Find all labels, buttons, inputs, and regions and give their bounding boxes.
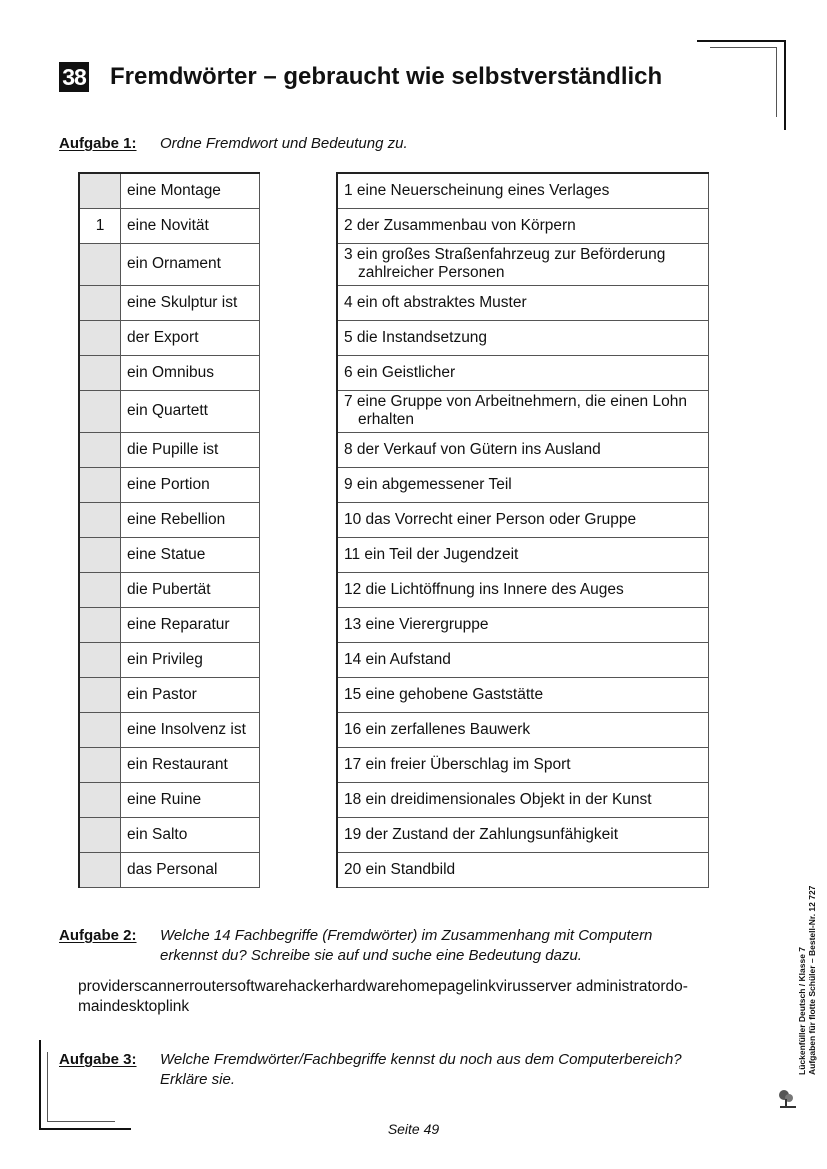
answer-number-cell[interactable] <box>79 677 121 712</box>
definition-text: 15 eine gehobene Gaststätte <box>344 685 544 703</box>
definition-cell <box>337 208 709 243</box>
word-cell: der Export <box>121 320 260 355</box>
word-cell: eine Skulptur ist <box>121 285 260 320</box>
answer-number-cell[interactable] <box>79 467 121 502</box>
answer-number-cell[interactable] <box>79 432 121 467</box>
word-cell: ein Ornament <box>121 243 260 285</box>
corner-line-bottom-inner-v <box>47 1052 48 1122</box>
definition-text: 19 der Zustand der Zahlungsunfähigkeit <box>344 825 619 843</box>
definition-cell <box>337 607 709 642</box>
definition-row <box>337 320 709 355</box>
definition-cell <box>337 243 709 285</box>
task2-label: Aufgabe 2: <box>59 927 137 944</box>
sidebar-line2: Aufgaben für flotte Schüler – Bestell-Nr. 12 727 <box>807 885 817 1075</box>
word-cell: die Pupille ist <box>121 432 260 467</box>
letter-chain-line2: maindesktoplink <box>78 998 190 1015</box>
definition-cell <box>337 173 709 208</box>
word-cell: die Pubertät <box>121 572 260 607</box>
answer-number-cell[interactable] <box>79 572 121 607</box>
task3-label: Aufgabe 3: <box>59 1051 137 1068</box>
corner-line-top-inner-v <box>776 47 777 117</box>
letter-chain <box>78 977 718 1017</box>
answer-number-cell[interactable] <box>79 852 121 887</box>
definitions-table <box>336 172 709 888</box>
word-row <box>79 817 260 852</box>
definition-text: 1 eine Neuerscheinung eines Verlages <box>344 181 610 199</box>
definition-text: 3 ein großes Straßenfahrzeug zur Beförderung <box>344 246 666 263</box>
definition-row <box>337 285 709 320</box>
task3-text-line2: Erkläre sie. <box>160 1071 236 1088</box>
definition-row <box>337 817 709 852</box>
definition-cell <box>337 355 709 390</box>
definition-row <box>337 432 709 467</box>
definition-text-continued: zahlreicher Personen <box>358 264 505 281</box>
definition-cell <box>337 320 709 355</box>
answer-number-cell[interactable] <box>79 712 121 747</box>
definition-text: 18 ein dreidimensionales Objekt in der Kunst <box>344 790 652 808</box>
word-cell: eine Reparatur <box>121 607 260 642</box>
word-row <box>79 355 260 390</box>
word-cell: ein Quartett <box>121 390 260 432</box>
definition-text: 8 der Verkauf von Gütern ins Ausland <box>344 440 601 458</box>
definition-row <box>337 782 709 817</box>
word-row <box>79 243 260 285</box>
answer-number-cell[interactable] <box>79 502 121 537</box>
definition-row <box>337 502 709 537</box>
task2-text <box>160 926 652 966</box>
word-cell: das Personal <box>121 852 260 887</box>
task1-text: Ordne Fremdwort und Bedeutung zu. <box>160 135 408 152</box>
definition-row <box>337 677 709 712</box>
word-row <box>79 572 260 607</box>
answer-number-cell[interactable] <box>79 243 121 285</box>
task2-text-line2: erkennst du? Schreibe sie auf und suche eine Bedeutung dazu. <box>160 947 582 964</box>
answer-number-cell[interactable] <box>79 747 121 782</box>
word-row <box>79 208 260 243</box>
publisher-logo-icon <box>777 1087 799 1109</box>
definition-cell <box>337 572 709 607</box>
word-row <box>79 642 260 677</box>
word-row <box>79 747 260 782</box>
page-title: Fremdwörter – gebraucht wie selbstverständlich <box>110 63 663 90</box>
task3-text-line1: Welche Fremdwörter/Fachbegriffe kennst du noch aus dem Computerbereich? <box>160 1051 682 1068</box>
answer-number-cell[interactable] <box>79 607 121 642</box>
word-cell: ein Restaurant <box>121 747 260 782</box>
word-cell: eine Portion <box>121 467 260 502</box>
answer-number-cell[interactable] <box>79 817 121 852</box>
definition-row <box>337 642 709 677</box>
definition-cell <box>337 285 709 320</box>
definition-row <box>337 208 709 243</box>
definition-text: 4 ein oft abstraktes Muster <box>344 293 527 311</box>
answer-number-cell[interactable] <box>79 642 121 677</box>
definition-row <box>337 173 709 208</box>
word-cell: eine Novität <box>121 208 260 243</box>
answer-number-cell[interactable] <box>79 537 121 572</box>
definition-text: 7 eine Gruppe von Arbeitnehmern, die einen Lohn <box>344 393 687 410</box>
sidebar-line1: Lückenfüller Deutsch / Klasse 7 <box>797 946 807 1075</box>
answer-number-cell[interactable] <box>79 285 121 320</box>
definition-cell <box>337 502 709 537</box>
corner-line-top-inner-h <box>710 47 776 48</box>
definition-text: 6 ein Geistlicher <box>344 363 456 381</box>
word-row <box>79 320 260 355</box>
word-row <box>79 782 260 817</box>
definition-cell <box>337 747 709 782</box>
answer-number-cell[interactable] <box>79 390 121 432</box>
word-cell: eine Rebellion <box>121 502 260 537</box>
definition-row <box>337 537 709 572</box>
task3-text <box>160 1050 682 1090</box>
task1-label: Aufgabe 1: <box>59 135 137 152</box>
word-cell: ein Salto <box>121 817 260 852</box>
word-cell: eine Insolvenz ist <box>121 712 260 747</box>
definition-text: 9 ein abgemessener Teil <box>344 475 512 493</box>
word-row <box>79 712 260 747</box>
corner-line-bottom-vertical <box>39 1040 41 1130</box>
word-row <box>79 285 260 320</box>
definition-text: 2 der Zusammenbau von Körpern <box>344 216 576 234</box>
publisher-sidebar <box>797 886 817 1075</box>
definition-text: 10 das Vorrecht einer Person oder Gruppe <box>344 510 637 528</box>
definition-row <box>337 747 709 782</box>
page-number-badge: 38 <box>59 62 89 92</box>
answer-number-cell[interactable] <box>79 782 121 817</box>
word-cell: ein Privileg <box>121 642 260 677</box>
word-row <box>79 677 260 712</box>
word-row <box>79 852 260 887</box>
definition-cell <box>337 390 709 432</box>
definition-row <box>337 852 709 887</box>
definition-text: 16 ein zerfallenes Bauwerk <box>344 720 531 738</box>
definition-text: 13 eine Vierergruppe <box>344 615 489 633</box>
word-row <box>79 537 260 572</box>
word-cell: eine Montage <box>121 173 260 208</box>
definition-cell <box>337 712 709 747</box>
answer-number-cell[interactable]: 1 <box>79 208 121 243</box>
page-footer: Seite 49 <box>387 1121 440 1137</box>
definition-row <box>337 243 709 285</box>
definition-text: 11 ein Teil der Jugendzeit <box>344 545 519 563</box>
corner-line-top-vertical <box>784 40 786 130</box>
definition-row <box>337 607 709 642</box>
word-row <box>79 467 260 502</box>
word-cell: ein Pastor <box>121 677 260 712</box>
definition-text: 17 ein freier Überschlag im Sport <box>344 755 571 773</box>
definition-cell <box>337 467 709 502</box>
definition-cell <box>337 852 709 887</box>
definition-cell <box>337 642 709 677</box>
definition-cell <box>337 677 709 712</box>
word-row <box>79 502 260 537</box>
definition-row <box>337 712 709 747</box>
definition-text: 12 die Lichtöffnung ins Innere des Auges <box>344 580 624 598</box>
answer-number-cell[interactable] <box>79 320 121 355</box>
definition-text: 14 ein Aufstand <box>344 650 451 668</box>
word-cell: eine Statue <box>121 537 260 572</box>
definition-text-continued: erhalten <box>358 411 415 428</box>
answer-number-cell[interactable] <box>79 355 121 390</box>
definition-row <box>337 355 709 390</box>
definition-cell <box>337 782 709 817</box>
word-row <box>79 390 260 432</box>
definition-cell <box>337 432 709 467</box>
answer-number-cell[interactable] <box>79 173 121 208</box>
word-cell: eine Ruine <box>121 782 260 817</box>
definition-row <box>337 467 709 502</box>
words-table <box>78 172 260 888</box>
word-cell: ein Omnibus <box>121 355 260 390</box>
definition-text: 5 die Instandsetzung <box>344 328 488 346</box>
definition-row <box>337 390 709 432</box>
task2-text-line1: Welche 14 Fachbegriffe (Fremdwörter) im Zusammenhang mit Computern <box>160 927 653 944</box>
word-row <box>79 173 260 208</box>
definition-text: 20 ein Standbild <box>344 860 456 878</box>
definition-cell <box>337 817 709 852</box>
definition-row <box>337 572 709 607</box>
word-row <box>79 607 260 642</box>
word-row <box>79 432 260 467</box>
definition-cell <box>337 537 709 572</box>
corner-line-top-horizontal <box>697 40 785 42</box>
letter-chain-line1: providerscannerroutersoftwarehackerhardwarehomepagelinkvirusserver administratordo- <box>78 978 688 995</box>
